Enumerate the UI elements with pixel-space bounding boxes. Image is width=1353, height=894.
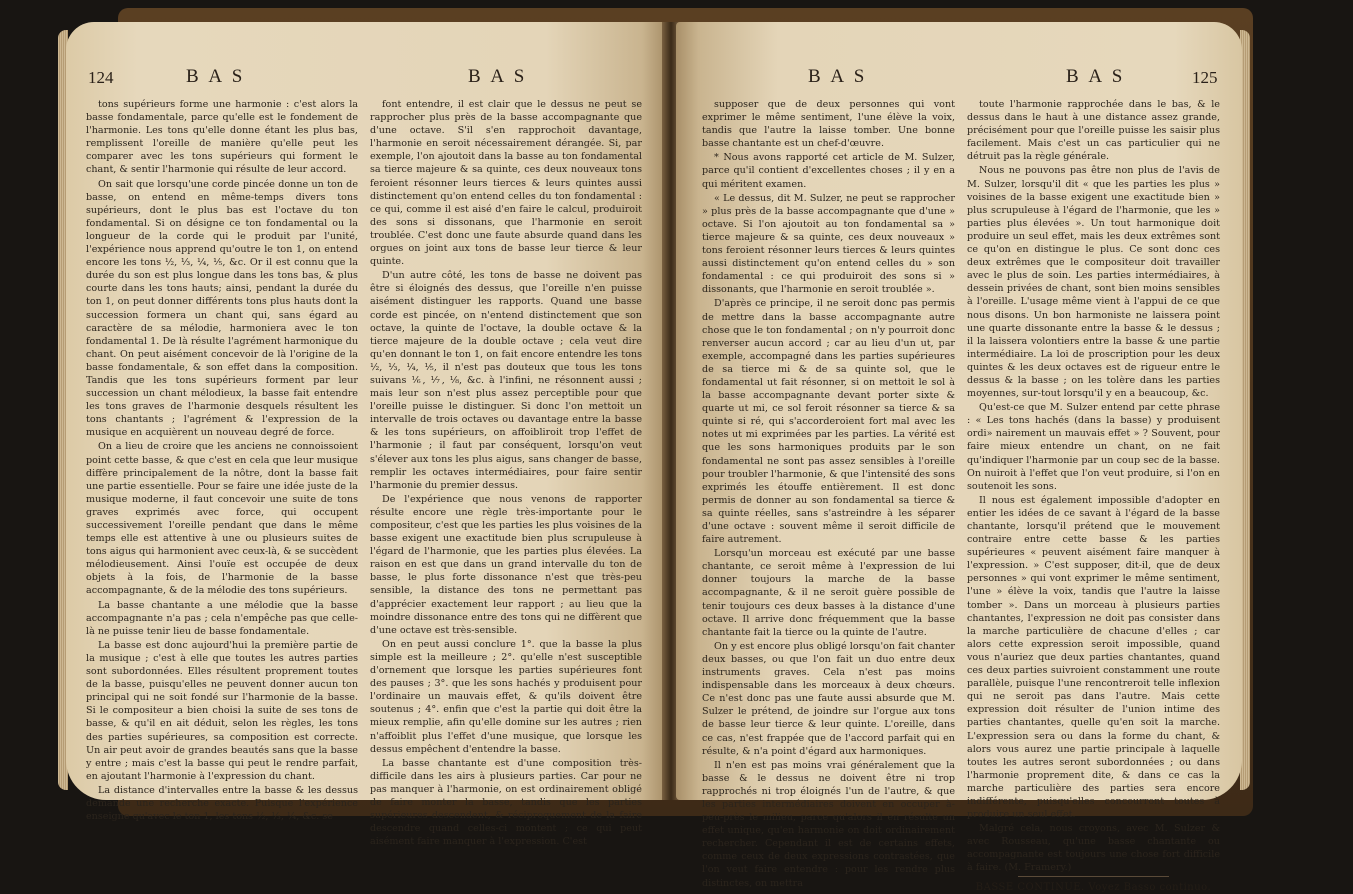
section-heading-basse-continue: BASSE CONTINUE. Voyez Basso continuo. [975, 881, 1212, 893]
right-running-head-2: B A S [1066, 66, 1126, 87]
paragraph: On sait que lorsqu'une corde pincée donne un ton de basse, on entend en même-temps divers tons supérieurs, dont le plus bas est l'octave du ton fondamental. Si on désigne ce ton fondamental ou la longueur de la corde qui le produit par l'unité, l'expérience nous apprend qu'outre le ton 1, on entend encore les tons ½, ⅓, ¼, ⅕, &c. Or il est connu que la durée du son est plus longue dans les tons bas, & plus courte dans les tons hauts; ainsi, pendant la durée du ton 1, on peut donner différents tons plus hauts dont la succession formera un chant qui, sans égard au caractère de sa mélodie, harmoniera avec le ton fondamental 1. De là résulte l'agrément harmonique du chant. On peut aisément concevoir de là l'origine de la basse fondamentale, & son effet dans la composition. Tandis que les tons supérieurs forment par leur succession un chant mélodieux, la basse fait entendre les tons graves de l'harmonie desquels résultent les tons chantants ; l'agrément & l'expression de la musique en acquièrent un nouveau degré de force. [86, 178, 358, 439]
left-page [66, 22, 666, 848]
right-column-1 [702, 98, 955, 889]
paragraph: On en peut aussi conclure 1°. que la basse la plus simple est la meilleure ; 2°. qu'elle n'est susceptible d'ornement que lorsque les parties supérieures font des pauses ; 3°. que les sons hachés y produisent pour l'ordinaire un mauvais effet, & qu'ils doivent être soutenus ; 4°. enfin que c'est la partie qui doit être la mieux remplie, afin qu'elle domine sur les autres ; rien n'affoiblit plus l'effet d'une musique, que lorsque les dessus empêchent d'entendre la basse. [370, 638, 642, 755]
paragraph: On y est encore plus obligé lorsqu'on fait chanter deux basses, ou que l'on fait un duo entre deux instruments graves. Cela n'est pas moins indispensable dans les morceaux à deux chœurs. Ce n'est donc pas une faute aussi absurde que M. Sulzer le prétend, de joindre sur l'orgue aux tons de basse leur tierce & leur quinte. L'oreille, dans ce cas, n'est frappée que de l'accord parfait qui en résulte, & n'a point d'égard aux harmoniques. [702, 640, 955, 757]
paragraph: On a lieu de croire que les anciens ne connoissoient point cette basse, & que c'est en cela que leur musique diffère principalement de la nôtre, dont la basse fait une partie essentielle. Pour se faire une idée juste de la musique moderne, il faut concevoir une suite de tons graves exprimés avec force, qui occupent successivement l'oreille pendant que dans le même temps elle est attentive à une ou plusieurs suites de tons aigus qui harmonient avec ceux-là, & se succèdent mélodieusement. Ainsi l'ouïe est occupée de deux objets à la fois, de l'harmonie de la basse accompagnante, & de la mélodie des tons supérieurs. [86, 441, 358, 597]
section-rule [1018, 876, 1170, 877]
right-page-number: 125 [1192, 68, 1218, 87]
paragraph: D'après ce principe, il ne seroit donc pas permis de mettre dans la basse accompagnante autre chose que le ton fondamental ; on n'y pourroit donc renverser aucun accord ; car au lieu d'un ut, par exemple, accompagné dans les parties supérieures de sa tierce mi & de sa quinte sol, que le fondamental ut fait résonner, si on mettoit le sol à la basse accompagnante devant porter sixte & quarte ut mi, ce sol feroit résonner sa tierce & sa quinte si ré, qui s'accorderoient fort mal avec les notes ut mi exprimées par les parties. La vérité est que les sons harmoniques produits par le son fondamental ne sont pas assez sensibles à l'oreille pour troubler l'harmonie, & que l'intensité des sons exprimés les étouffe entièrement. Il est donc permis de donner au son fondamental sa tierce & sa quinte réelles, sans s'astreindre à les séparer d'une octave : souvent même il seroit difficile de faire autrement. [702, 298, 955, 546]
left-column-1 [86, 98, 358, 823]
paragraph: « Le dessus, dit M. Sulzer, ne peut se rapprocher » plus près de la basse accompagnante que d'une » octave. Si l'on ajoutoit au ton fondamental sa » tierce majeure & sa quinte, ces deux nouveaux » tons feroient résonner leurs tierces & leurs quintes aussi distinctement qu'on entend celles du » son fondamental : ce qui produiroit des sons si » dissonants, que l'harmonie en seroit troublée ». [702, 192, 955, 296]
right-running-head-1: B A S [808, 66, 868, 87]
paragraph: La distance d'intervalles entre la basse & les dessus demande une recherche exacte. Puisque l'expérience enseigne qu'avec le ton 1, les tons ½, ⅓, ¼, &c. se [86, 784, 358, 823]
paragraph: De l'expérience que nous venons de rapporter résulte encore une règle très-importante pour le compositeur, c'est que les parties les plus voisines de la basse exigent une exactitude bien plus scrupuleuse à l'égard de l'harmonie, que les parties plus élevées. La raison en est que dans un grand intervalle du ton de basse, le plus forte dissonance n'est que très-peu sensible, la distance des tons ne permettant pas d'apprécier exactement leur rapport ; au lieu que la moindre dissonance entre des tons qui ne diffèrent que d'une octave est très-sensible. [370, 493, 642, 636]
left-page-header [66, 66, 666, 90]
paragraph: Il nous est également impossible d'adopter en entier les idées de ce savant à l'égard de la basse chantante, lorsqu'il prétend que le mouvement contraire entre cette basse & les parties supérieures « peuvent aisément faire manquer à l'expression. » C'est supposer, dit-il, que de deux personnes » qui vont exprimer le même sentiment, l'une » élève la voix, tandis que l'autre la laisse tomber ». Dans un morceau à plusieurs parties chantantes, l'expression ne doit pas consister dans la marche particulière de chacune d'elles ; car alors cette expression seroit impossible, quand vous n'auriez que deux parties chantantes, quand ces deux parties suivroient constamment une route parallèle, puisque l'une rencontreroit telle inflexion qui ne seroit pas dans l'autre. Mais cette expression doit résulter de l'union intime des parties chantantes, quelle qu'en soit la marche. L'expression sera ou dans la forme du chant, & alors vous aurez une partie principale à laquelle toutes les autres seront subordonnées ; ou dans l'harmonie proprement dite, & dans ce cas la marche particulière des parties sera encore indifférente, puisqu'elles concourront toutes à produire un seul effet. [967, 494, 1220, 821]
right-column-2 [967, 98, 1220, 893]
right-page-header [676, 66, 1242, 90]
left-page-columns [86, 98, 642, 848]
paragraph: La basse chantante a une mélodie que la basse accompagnante n'a pas ; cela n'empêche pas que celle-là ne puisse tenir lieu de basse fondamentale. [86, 599, 358, 637]
left-running-head-1: B A S [186, 66, 246, 87]
paragraph: * Nous avons rapporté cet article de M. Sulzer, parce qu'il contient d'excellentes choses ; il y en a qui méritent examen. [702, 152, 955, 190]
right-page [676, 22, 1242, 893]
paragraph: La basse chantante est d'une composition très-difficile dans les airs à plusieurs parties. Car pour ne pas manquer à l'harmonie, on est ordinairement obligé de faire monter la basse, tandis que les parties supérieures descendent, & réciproquement de la faire descendre quand celles-ci montent ; ce qui peut aisément faire manquer à l'expression. C'est [370, 757, 642, 848]
paragraph: toute l'harmonie rapprochée dans le bas, & le dessus dans le haut à une distance assez grande, précisément pour que l'oreille puisse les saisir plus facilement. Mais c'est un cas particulier qui ne détruit pas la règle générale. [967, 99, 1220, 163]
left-column-2 [370, 98, 642, 848]
left-running-head-2: B A S [468, 66, 528, 87]
paragraph: Lorsqu'un morceau est exécuté par une basse chantante, ce seroit même à l'expression de lui donner toujours la marche de la basse accompagnante, & il ne seroit guère possible de tenir toujours ces deux basses à la distance d'une octave. Il arrive donc fréquemment que la basse chantante fait la tierce ou la quinte de l'autre. [702, 548, 955, 638]
paragraph: Qu'est-ce que M. Sulzer entend par cette phrase : « Les tons hachés (dans la basse) y produisent ordi» nairement un mauvais effet » ? Souvent, pour faire mieux entendre un chant, on ne fait qu'indiquer l'harmonie par un coup sec de la basse. On nuiroit à l'effet que l'on veut produire, si l'on en soutenoit les sons. [967, 402, 1220, 492]
paragraph: Il n'en est pas moins vrai généralement que la basse & le dessus ne doivent être ni trop rapprochés ni trop éloignés l'un de l'autre, & que les parties intermédiaires doivent en occuper à-peu-près le milieu, parce qu'alors il en résulte un effet unique, qu'en harmonie on doit ordinairement rechercher. Cependant il est de certains effets, comme ceux de deux expressions contrastées, que l'on veut faire entendre : pour les rendre plus distinctes, on mettra [702, 759, 955, 889]
paragraph: Nous ne pouvons pas être non plus de l'avis de M. Sulzer, lorsqu'il dit « que les parties les plus » voisines de la basse exigent une exactitude bien » plus scrupuleuse à l'égard de l'harmonie, que les » parties plus élevées ». Un tout harmonique doit produire un seul effet, mais les deux extrêmes sont ce qu'on en distingue le plus. Ce sont donc ces deux extrêmes que le compositeur doit travailler avec le plus de soin. Les parties intermédiaires, à dessein privées de chant, sont bien moins sensibles à l'oreille. L'usage même vient à l'appui de ce que nous disons. Un bon harmoniste ne laissera point une quarte dissonante entre la basse & le dessus ; il la laissera volontiers entre la basse & une partie intermédiaire. La loi de proscription pour les deux quintes & les deux octaves est de rigueur entre le dessus & la basse ; on les tolère dans les parties moyennes, sur-tout lorsqu'il y en a beaucoup, &c. [967, 165, 1220, 400]
paragraph: supposer que de deux personnes qui vont exprimer le même sentiment, l'une élève la voix, tandis que l'autre la laisse tomber. Une bonne basse chantante est un chef-d'œuvre. [702, 99, 955, 150]
left-page-number: 124 [88, 68, 114, 87]
paragraph: La basse est donc aujourd'hui la première partie de la musique ; c'est à elle que toutes les autres parties sont subordonnées. Elles résultent proprement toutes de la basse, puisqu'elles ne peuvent donner aucun ton principal qui ne soit fondé sur l'harmonie de la basse. Si le compositeur a bien choisi la suite de ses tons de basse, & qu'il en ait déduit, selon les règles, les tons des parties supérieures, sa composition est correcte. Un air peut avoir de grandes beautés sans que la basse y entre ; mais c'est la basse qui peut le rendre parfait, en ajoutant l'harmonie à l'expression du chant. [86, 639, 358, 782]
paragraph: font entendre, il est clair que le dessus ne peut se rapprocher plus près de la basse accompagnante que d'une octave. S'il s'en rapprochoit davantage, l'harmonie en seroit nécessairement dérangée. Si, par exemple, l'on ajoutoit dans la basse au ton fondamental sa tierce majeure & sa quinte, ces deux nouveaux tons feroient résonner leurs tierces & leurs quintes aussi distinctement qu'on entend celles du ton fondamental : ce qui, comme il est aisé d'en faire le calcul, produiroit des sons si dissonans, que l'harmonie en seroit troublée. C'est donc une faute absurde quand dans les orgues on joint aux tons de basse leur tierce & leur quinte. [370, 99, 642, 268]
paragraph: D'un autre côté, les tons de basse ne doivent pas être si éloignés des dessus, que l'oreille n'en puisse aisément distinguer les rapports. Quand une basse corde est pincée, on n'entend distinctement que son octave, la quinte de l'octave, la double octave & la tierce majeure de la double octave ; cela veut dire qu'en donnant le ton 1, on fait encore entendre les tons ½, ⅓, ¼, ⅕, il n'est pas douteux que tous les tons suivans ⅙, ⅐, ⅛, &c. à l'infini, ne résonnent aussi ; mais leur son n'est plus assez perceptible pour que l'oreille puisse le distinguer. Si donc l'on mettoit un intervalle de trois octaves ou davantage entre la basse & les tons supérieurs, on affoibliroit trop l'effet de l'harmonie ; il faut par conséquent, lorsqu'on veut s'élever aux tons les plus aigus, sans changer de basse, remplir les octaves intermédiaires, pour faire sentir l'harmonie du premier dessus. [370, 270, 642, 491]
paragraph: Malgré cela, nous croyons, avec M. Sulzer & avec Rousseau, qu'une basse chantante ou accompagnante est toujours une chose fort difficile à faire. (M. Framery.) [967, 823, 1220, 874]
right-page-columns [702, 98, 1220, 893]
paragraph: tons supérieurs forme une harmonie : c'est alors la basse fondamentale, parce qu'elle est le fondement de l'harmonie. Les tons qu'elle donne étant les plus bas, remplissent l'oreille de manière qu'elle peut les comparer avec les tons supérieurs qui forment le chant, & sentir l'harmonie qui résulte de leur accord. [86, 99, 358, 176]
